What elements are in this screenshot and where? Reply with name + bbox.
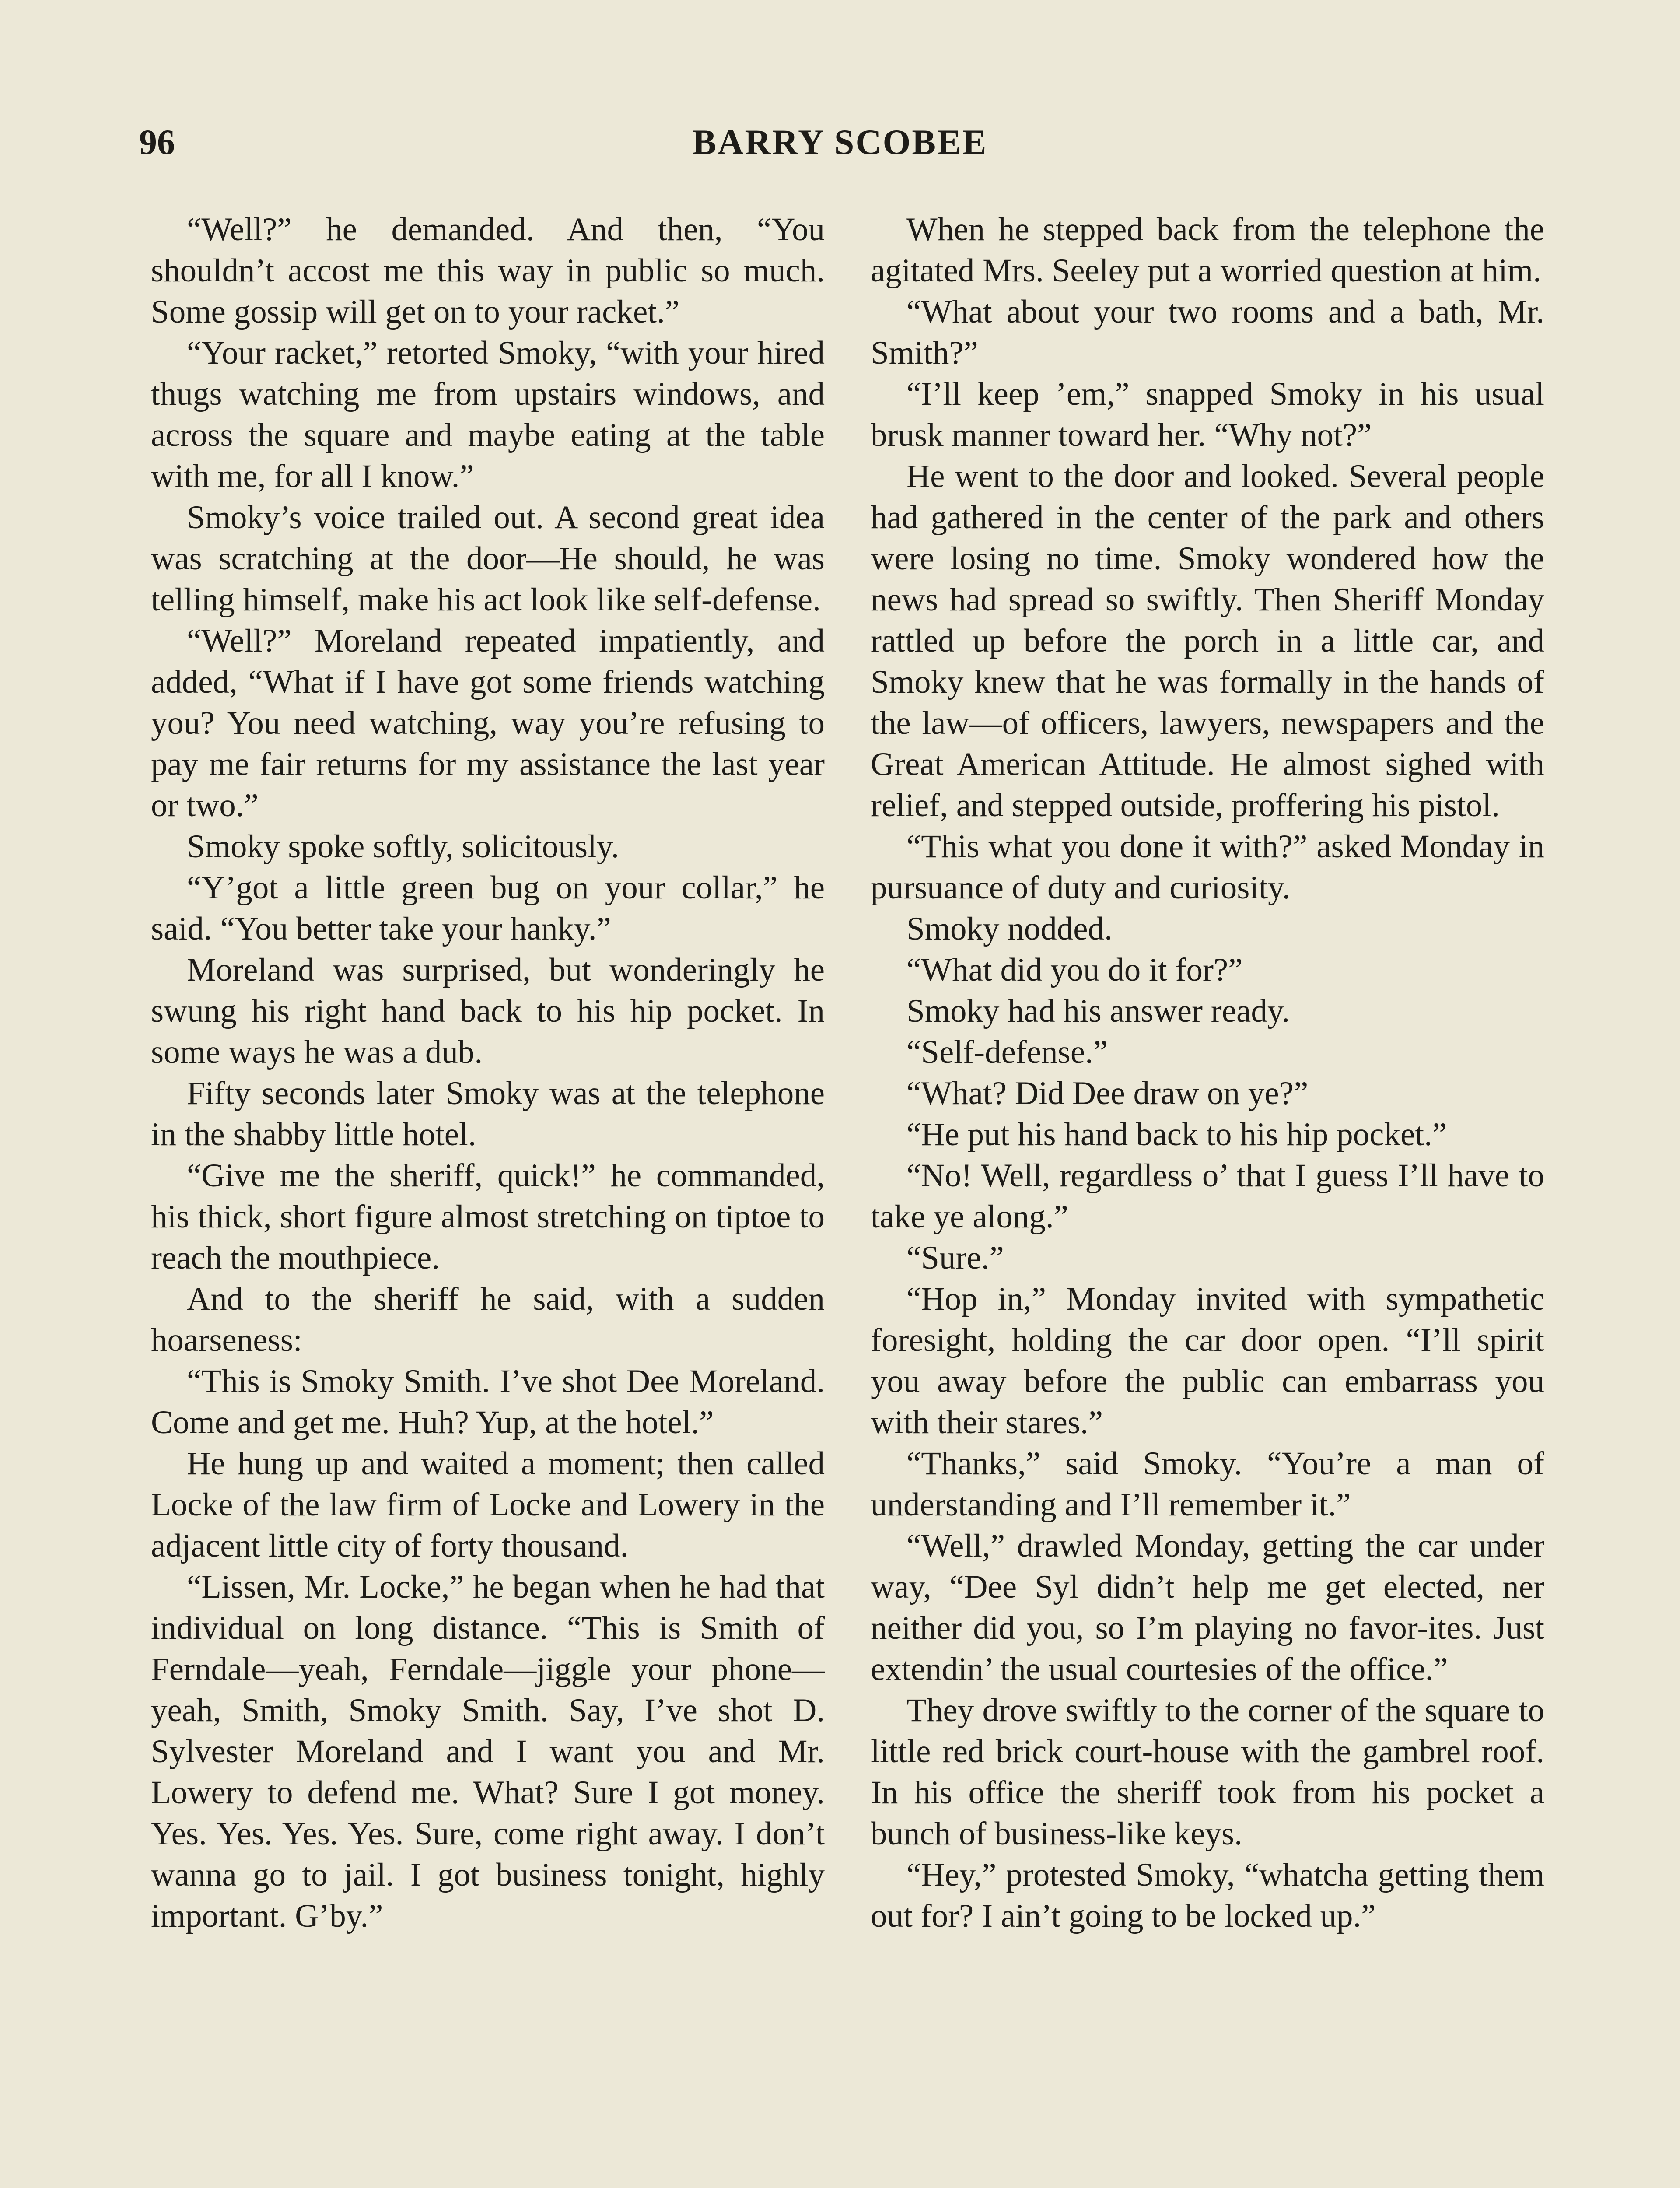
paragraph: Fifty seconds later Smoky was at the telephone in the shabby little hotel. <box>151 1075 825 1153</box>
paragraph: “What about your two rooms and a bath, Mr. Smith?” <box>871 294 1544 371</box>
paragraph: “Lissen, Mr. Locke,” he began when he had that individual on long distance. “This is Smith of Ferndale—yeah, Ferndale—jiggle your phone—yeah, Smith, Smoky Smith. Say, I’ve shot D. Sylvester Moreland and I want you and Mr. Lowery to defend me. What? Sure I got money. Yes. Yes. Yes. Yes. Sure, come right away. I don’t wanna go to jail. I got business tonight, highly important. G’by.” <box>151 1569 825 1934</box>
paragraph: “This what you done it with?” asked Monday in pursuance of duty and curiosity. <box>871 828 1544 906</box>
paragraph: “What? Did Dee draw on ye?” <box>906 1075 1309 1112</box>
paragraph: They drove swiftly to the corner of the square to little red brick court-house with the gambrel roof. In his office the sheriff took from his pocket a bunch of business-like keys. <box>871 1692 1544 1852</box>
paragraph: Smoky spoke softly, solicitously. <box>187 828 620 865</box>
paragraph: Moreland was surprised, but wonderingly he swung his right hand back to his hip pocket. In some ways he was a dub. <box>151 952 825 1070</box>
running-head: BARRY SCOBEE <box>692 122 988 162</box>
paragraph: “Your racket,” retorted Smoky, “with your hired thugs watching me from upstairs windows, and across the square and maybe eating at the table with me, for all I know.” <box>151 335 825 494</box>
paragraph: “Y’got a little green bug on your collar,” he said. “You better take your hanky.” <box>151 870 825 947</box>
paragraph: “He put his hand back to his hip pocket.” <box>906 1116 1447 1153</box>
paragraph: “Well?” he demanded. And then, “You shouldn’t accost me this way in public so much. Some gossip will get on to your racket.” <box>151 211 825 330</box>
paragraph: And to the sheriff he said, with a sudden hoarseness: <box>151 1281 825 1358</box>
right-column <box>871 209 1544 1937</box>
paragraph: “Sure.” <box>906 1240 1004 1276</box>
paragraph: “No! Well, regardless o’ that I guess I’ll have to take ye along.” <box>871 1157 1544 1235</box>
paragraph: Smoky nodded. <box>906 911 1113 947</box>
page-number: 96 <box>139 122 175 162</box>
paragraph: He went to the door and looked. Several people had gathered in the center of the park and others were losing no time. Smoky wondered how the news had spread so swiftly. Then Sheriff Monday rattled up before the porch in a little car, and Smoky knew that he was formally in the hands of the law—of officers, lawyers, newspapers and the Great American Attitude. He almost sighed with relief, and stepped outside, proffering his pistol. <box>871 458 1544 824</box>
paragraph: “Thanks,” said Smoky. “You’re a man of understanding and I’ll remember it.” <box>871 1445 1544 1523</box>
paragraph: Smoky’s voice trailed out. A second great idea was scratching at the door—He should, he was telling himself, make his act look like self-defense. <box>151 499 825 618</box>
paragraph: “Self-defense.” <box>906 1034 1108 1070</box>
paragraph: “I’ll keep ’em,” snapped Smoky in his usual brusk manner toward her. “Why not?” <box>871 376 1544 453</box>
paragraph: “This is Smoky Smith. I’ve shot Dee Moreland. Come and get me. Huh? Yup, at the hotel.” <box>151 1363 825 1441</box>
paragraph: “What did you do it for?” <box>906 952 1243 988</box>
paragraph: “Hey,” protested Smoky, “whatcha getting them out for? I ain’t going to be locked up.” <box>871 1857 1544 1934</box>
paragraph: “Give me the sheriff, quick!” he commanded, his thick, short figure almost stretching on tiptoe to reach the mouthpiece. <box>151 1157 825 1276</box>
paragraph: “Well,” drawled Monday, getting the car under way, “Dee Syl didn’t help me get elected, ner neither did you, so I’m playing no favor-ites. Just extendin’ the usual courtesies of the office.” <box>871 1528 1544 1687</box>
paragraph: He hung up and waited a moment; then called Locke of the law firm of Locke and Lowery in the adjacent little city of forty thousand. <box>151 1445 825 1564</box>
paragraph: “Hop in,” Monday invited with sympathetic foresight, holding the car door open. “I’ll spirit you away before the public can embarrass you with their stares.” <box>871 1281 1544 1441</box>
left-column <box>151 209 825 1937</box>
paragraph: Smoky had his answer ready. <box>906 993 1290 1029</box>
paragraph: “Well?” Moreland repeated impatiently, and added, “What if I have got some friends watching you? You need watching, way you’re refusing to pay me fair returns for my assistance the last year or two.” <box>151 623 825 824</box>
paragraph: When he stepped back from the telephone the agitated Mrs. Seeley put a worried question at him. <box>871 211 1544 289</box>
page-header <box>0 118 1680 166</box>
